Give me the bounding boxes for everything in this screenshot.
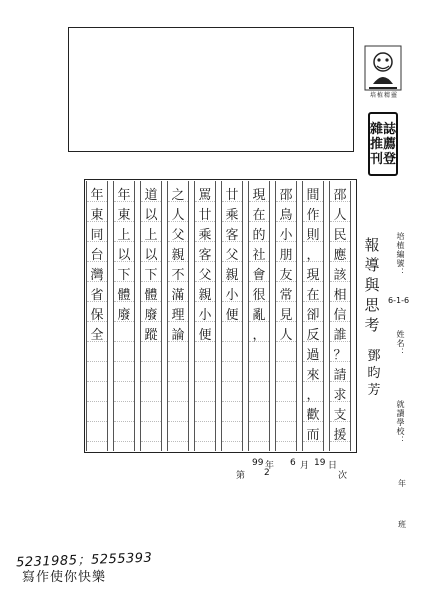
date-year-unit: 年	[265, 461, 275, 471]
grid-cell: 上	[117, 227, 131, 243]
grid-cell	[276, 363, 296, 383]
grid-cell: 罵	[198, 187, 212, 203]
grid-cell	[141, 343, 161, 363]
title-char: 考	[364, 316, 380, 334]
grid-cell: 社	[252, 247, 266, 263]
grid-cell: 亂	[252, 307, 266, 323]
footer-slogan: 寫作使你快樂	[22, 570, 107, 585]
author-char: 鄧	[367, 349, 381, 364]
grid-cell: 民	[333, 227, 347, 243]
mascot-stamp-icon	[363, 44, 403, 94]
grid-cell	[195, 383, 215, 403]
grid-cell	[114, 383, 134, 403]
grid-cell: 全	[90, 327, 104, 343]
date-month: 6	[290, 458, 296, 468]
grid-cell: 滿	[171, 287, 185, 303]
grid-cell: 人	[171, 207, 185, 223]
grid-cell: 親	[198, 287, 212, 303]
grid-cell: ，	[306, 387, 320, 403]
grid-cell	[276, 383, 296, 403]
grid-cell: 卻	[306, 307, 320, 323]
grid-cell	[87, 363, 107, 383]
grid-cell: 親	[225, 267, 239, 283]
grid-cell	[195, 363, 215, 383]
grid-cell: 而	[306, 427, 320, 443]
grid-cell	[222, 363, 242, 383]
grid-cell: 小	[225, 287, 239, 303]
grid-column	[140, 181, 162, 451]
grid-cell	[249, 383, 269, 403]
stamp-caption: 培植精靈	[369, 92, 398, 99]
footer-code: 5231985；5255393	[15, 550, 153, 571]
grid-cell: 友	[279, 267, 293, 283]
grid-cell: 不	[171, 267, 185, 283]
grid-cell: 體	[144, 287, 158, 303]
grid-cell	[87, 343, 107, 363]
grid-column	[248, 181, 270, 451]
grid-cell: 理	[171, 307, 185, 323]
grid-cell	[168, 383, 188, 403]
grid-cell: 保	[90, 307, 104, 323]
grid-cell: 下	[144, 267, 158, 283]
grid-cell: 在	[252, 207, 266, 223]
grid-cell	[249, 423, 269, 443]
grid-cell: 歡	[306, 407, 320, 423]
grid-cell	[222, 403, 242, 423]
grid-cell: 小	[279, 227, 293, 243]
grid-cell	[195, 403, 215, 423]
grid-cell	[222, 383, 242, 403]
grid-cell: 下	[117, 267, 131, 283]
grid-column	[167, 181, 189, 451]
grid-cell	[87, 383, 107, 403]
title-char: 思	[364, 296, 380, 314]
grid-cell: 作	[306, 207, 320, 223]
grid-cell: 求	[333, 387, 347, 403]
grid-cell: 論	[171, 327, 185, 343]
grid-cell: 來	[306, 367, 320, 383]
grid-cell	[114, 423, 134, 443]
grid-cell: 廢	[117, 307, 131, 323]
grid-cell: 該	[333, 267, 347, 283]
grid-cell: 便	[225, 307, 239, 323]
title-char: 報	[364, 236, 380, 254]
grid-cell	[168, 423, 188, 443]
grid-cell: 朋	[279, 247, 293, 263]
grid-cell: 相	[333, 287, 347, 303]
grid-cell	[141, 383, 161, 403]
grid-cell: 小	[198, 307, 212, 323]
grid-cell: 現	[252, 187, 266, 203]
cultivation-id-label: 培植編號：	[396, 232, 405, 277]
grid-cell: 則	[306, 227, 320, 243]
grid-cell: 客	[198, 247, 212, 263]
grid-cell	[222, 343, 242, 363]
grid-column	[86, 181, 108, 451]
grid-cell: 廢	[144, 307, 158, 323]
author-name	[364, 348, 384, 399]
grid-cell: 道	[144, 187, 158, 203]
grid-cell	[141, 423, 161, 443]
ordinal-unit: 次	[338, 471, 348, 481]
grid-cell	[87, 403, 107, 423]
grid-cell	[276, 403, 296, 423]
grid-cell: 省	[90, 287, 104, 303]
grid-cell	[114, 343, 134, 363]
year-label: 年	[398, 479, 406, 488]
teacher-comment-box	[68, 27, 354, 152]
grid-cell: ，	[252, 327, 266, 343]
grid-cell: 灣	[90, 267, 104, 283]
grid-cell: 人	[333, 207, 347, 223]
date-day-unit: 日	[328, 461, 338, 471]
grid-cell	[195, 343, 215, 363]
grid-cell: 現	[306, 267, 320, 283]
grid-cell: 台	[90, 247, 104, 263]
grid-cell	[168, 343, 188, 363]
grid-cell	[249, 343, 269, 363]
grid-cell: 以	[144, 247, 158, 263]
ordinal: 2	[264, 468, 270, 478]
grid-cell: 廿	[225, 187, 239, 203]
date-row	[236, 458, 362, 481]
grid-cell: 上	[144, 227, 158, 243]
grid-cell: 誰	[333, 327, 347, 343]
grid-cell: 蹤	[144, 327, 158, 343]
grid-cell	[114, 323, 134, 343]
grid-cell: ，	[306, 247, 320, 263]
grid-cell: 間	[306, 187, 320, 203]
grid-cell	[249, 363, 269, 383]
grid-cell: 乘	[225, 207, 239, 223]
grid-cell	[249, 403, 269, 423]
grid-cell: 支	[333, 407, 347, 423]
date-month-unit: 月	[300, 461, 310, 471]
grid-cell	[141, 363, 161, 383]
grid-cell: ？	[333, 347, 347, 363]
grid-cell	[114, 403, 134, 423]
grid-column	[221, 181, 243, 451]
grid-cell: 會	[252, 267, 266, 283]
grid-cell: 邵	[333, 187, 347, 203]
class-code: 6-1-6	[388, 296, 410, 305]
author-char: 芳	[367, 383, 381, 398]
grid-cell	[87, 423, 107, 443]
grid-cell: 人	[279, 327, 293, 343]
author-char: 昀	[367, 366, 381, 381]
grid-cell: 父	[198, 267, 212, 283]
grid-cell: 見	[279, 307, 293, 323]
grid-cell: 信	[333, 307, 347, 323]
grid-cell: 在	[306, 287, 320, 303]
grid-cell: 東	[117, 207, 131, 223]
grid-cell: 廿	[198, 207, 212, 223]
school-label: 就讀學校：	[396, 400, 405, 445]
grid-cell	[168, 403, 188, 423]
grid-cell	[222, 423, 242, 443]
grid-cell	[276, 423, 296, 443]
grid-cell: 反	[306, 327, 320, 343]
grid-cell	[114, 363, 134, 383]
grid-cell: 父	[171, 227, 185, 243]
grid-cell: 常	[279, 287, 293, 303]
title-char: 導	[364, 256, 380, 274]
grid-cell: 客	[225, 227, 239, 243]
grid-cell: 鳥	[279, 207, 293, 223]
class-label: 班	[398, 520, 406, 529]
grid-cell: 年	[117, 187, 131, 203]
badge-line: 刊登	[370, 151, 397, 167]
grid-cell: 乘	[198, 227, 212, 243]
grid-column	[194, 181, 216, 451]
ordinal-prefix: 第	[236, 471, 246, 481]
title-char: 與	[364, 276, 380, 294]
grid-cell: 的	[252, 227, 266, 243]
grid-cell: 年	[90, 187, 104, 203]
grid-cell	[222, 323, 242, 343]
grid-cell: 過	[306, 347, 320, 363]
grid-cell: 很	[252, 287, 266, 303]
grid-cell: 以	[144, 207, 158, 223]
grid-column	[275, 181, 297, 451]
grid-cell	[195, 423, 215, 443]
grid-cell: 親	[171, 247, 185, 263]
date-year: 99	[252, 458, 264, 468]
badge-line: 雜誌	[370, 121, 397, 137]
grid-cell: 邵	[279, 187, 293, 203]
grid-cell: 之	[171, 187, 185, 203]
grid-cell: 同	[90, 227, 104, 243]
date-day: 19	[314, 458, 326, 468]
name-label: 姓名：	[396, 330, 405, 357]
grid-cell: 便	[198, 327, 212, 343]
grid-cell	[141, 403, 161, 423]
badge-line: 推薦	[370, 136, 397, 152]
grid-cell: 以	[117, 247, 131, 263]
grid-cell: 父	[225, 247, 239, 263]
grid-cell	[168, 363, 188, 383]
grid-cell: 應	[333, 247, 347, 263]
grid-cell: 體	[117, 287, 131, 303]
grid-column	[113, 181, 135, 451]
grid-cell: 請	[333, 367, 347, 383]
grid-cell	[276, 343, 296, 363]
journal-recommend-badge	[368, 112, 398, 176]
grid-cell: 東	[90, 207, 104, 223]
grid-cell: 援	[333, 427, 347, 443]
grid-column	[302, 181, 324, 451]
grid-column	[329, 181, 351, 451]
